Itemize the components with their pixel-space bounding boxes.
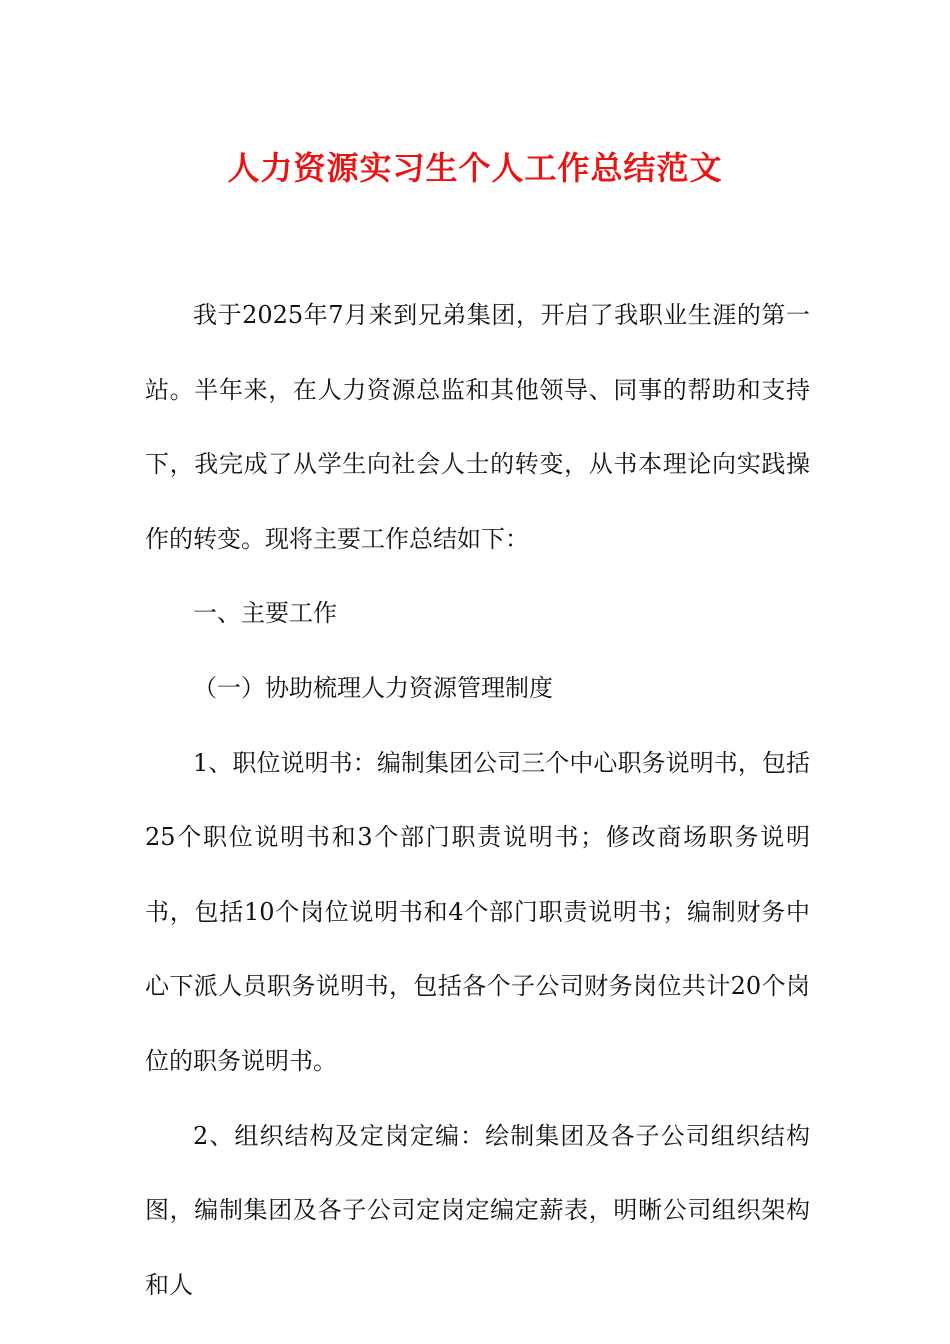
document-body <box>145 278 810 1322</box>
section-heading-main-work: 一、主要工作 <box>193 599 337 628</box>
paragraph-org-structure: 2、组织结构及定岗定编：绘制集团及各子公司组织结构图，编制集团及各子公司定岗定编定薪表，明晰公司组织架构和人 <box>145 1121 810 1299</box>
paragraph-job-descriptions: 1、职位说明书：编制集团公司三个中心职务说明书，包括25个职位说明书和3个部门职责说明书；修改商场职务说明书，包括10个岗位说明书和4个部门职责说明书；编制财务中心下派人员职务说明书，包括各个子公司财务岗位共计20个岗位的职务说明书。 <box>145 748 810 1075</box>
document-title: 人力资源实习生个人工作总结范文 <box>227 149 723 187</box>
subsection-heading-hr-system: （一）协助梳理人力资源管理制度 <box>193 673 553 702</box>
paragraph-intro: 我于2025年7月来到兄弟集团，开启了我职业生涯的第一站。半年来，在人力资源总监和其他领导、同事的帮助和支持下，我完成了从学生向社会人士的转变，从书本理论向实践操作的转变。现将主要工作总结如下： <box>145 301 810 553</box>
